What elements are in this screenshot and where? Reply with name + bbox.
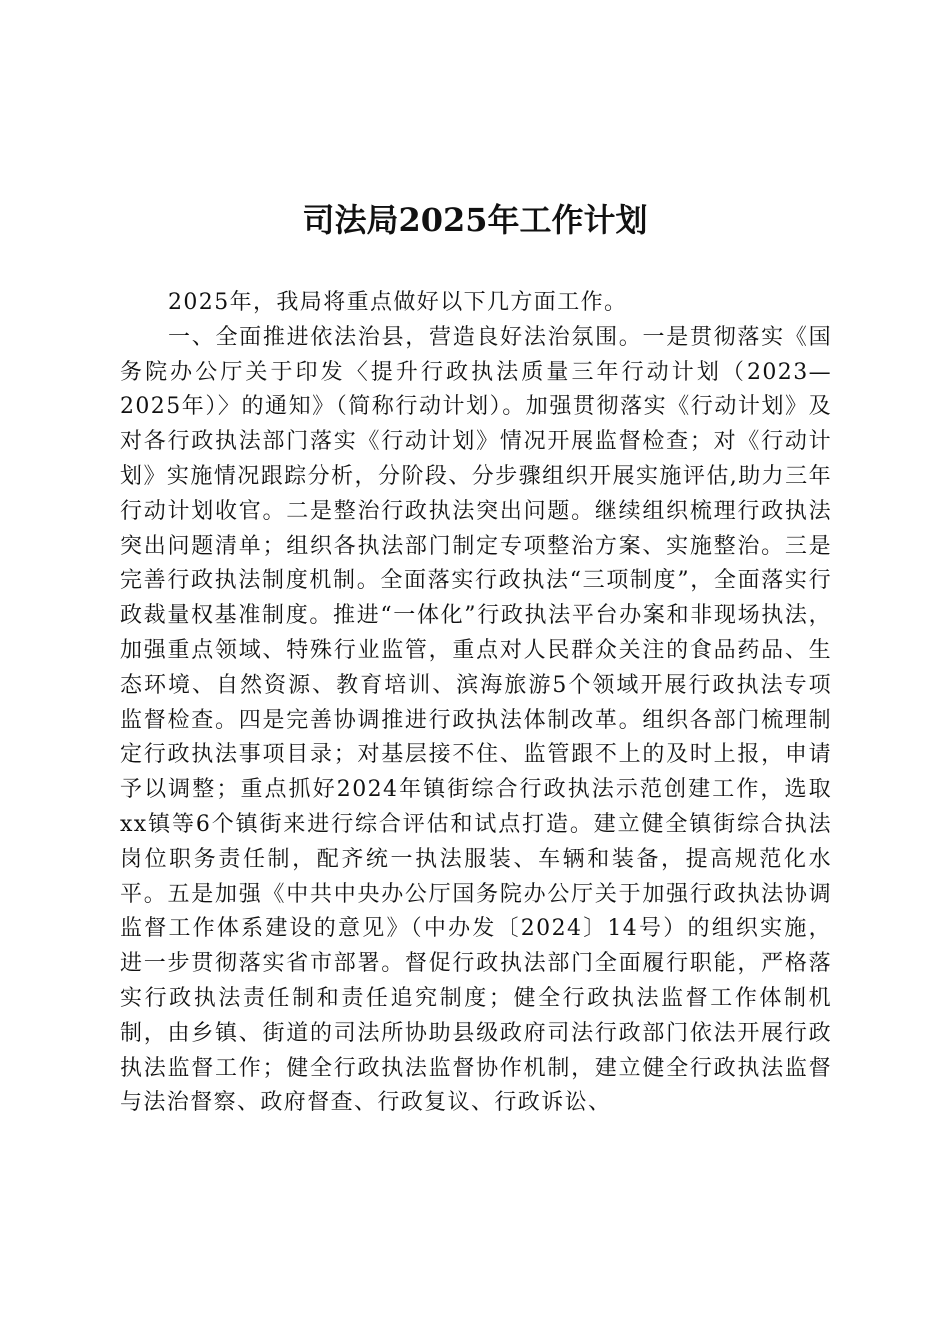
document-title: 司法局2025年工作计划 [302, 201, 648, 239]
intro-paragraph: 2025年，我局将重点做好以下几方面工作。 [168, 290, 628, 315]
section-one-paragraph: 一、全面推进依法治县，营造良好法治氛围。一是贯彻落实《国务院办公厅关于印发〈提升行政执法质量三年行动计划（2023—2025年）〉的通知》（简称行动计划）。加强贯彻落实《行动计划》及对各行政执法部门落实《行动计划》情况开展监督检查；对《行动计划》实施情况跟踪分析，分阶段、分步骤组织开展实施评估,助力三年行动计划收官。二是整治行政执法突出问题。继续组织梳理行政执法突出问题清单；组织各执法部门制定专项整治方案、实施整治。三是完善行政执法制度机制。全面落实行政执法“三项制度”，全面落实行政裁量权基准制度。推进“一体化”行政执法平台办案和非现场执法，加强重点领域、特殊行业监管，重点对人民群众关注的食品药品、生态环境、自然资源、教育培训、滨海旅游5个领域开展行政执法专项监督检查。四是完善协调推进行政执法体制改革。组织各部门梳理制定行政执法事项目录；对基层接不住、监管跟不上的及时上报，申请予以调整；重点抓好2024年镇街综合行政执法示范创建工作，选取xx镇等6个镇街来进行综合评估和试点打造。建立健全镇街综合执法岗位职务责任制，配齐统一执法服装、车辆和装备，提高规范化水平。五是加强《中共中央办公厅国务院办公厅关于加强行政执法协调监督工作体系建设的意见》（中办发〔2024〕14号）的组织实施，进一步贯彻落实省市部署。督促行政执法部门全面履行职能，严格落实行政执法责任制和责任追究制度；健全行政执法监督工作体制机制，由乡镇、街道的司法所协助县级政府司法行政部门依法开展行政执法监督工作；健全行政执法监督协作机制，建立健全行政执法监督与法治督察、政府督查、行政复议、行政诉讼、 [120, 324, 832, 1116]
document-body [120, 286, 832, 1121]
